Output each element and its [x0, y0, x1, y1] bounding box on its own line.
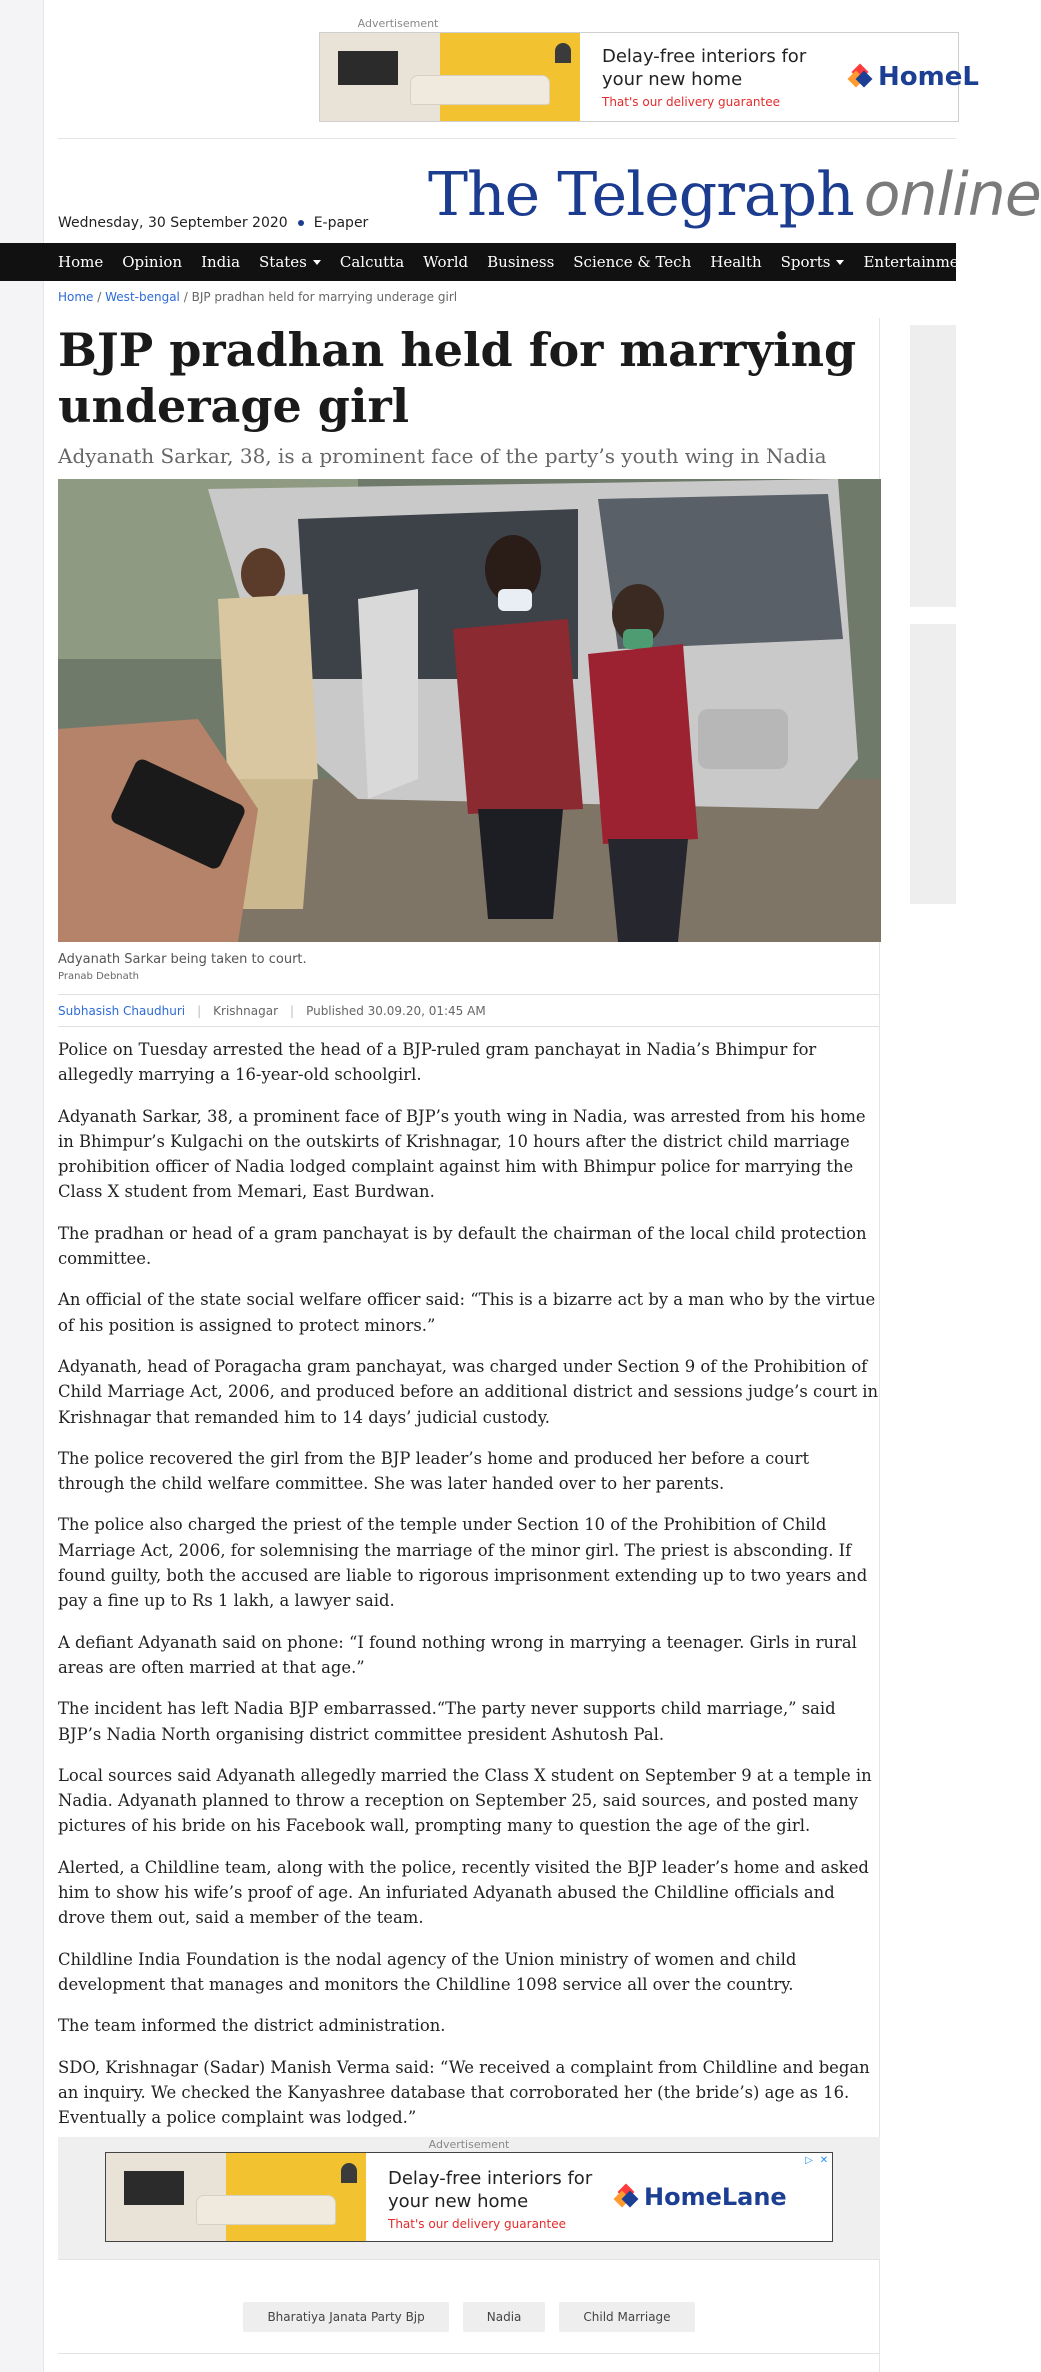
breadcrumb-home[interactable]: Home [58, 290, 94, 304]
close-icon[interactable]: ✕ [819, 2155, 829, 2166]
nav-item-label: India [201, 253, 241, 271]
nav-item-label: Business [487, 253, 555, 271]
article-paragraph: SDO, Krishnagar (Sadar) Manish Verma said: “We received a complaint from Childline and began an inquiry. We checked the Kanyashree database that corroborated her (the bride’s) age as 16. Eventually a police complaint was lodged.” [58, 2057, 870, 2128]
ad-brand [606, 2153, 787, 2241]
top-ad-banner[interactable] [319, 32, 979, 122]
article-body [58, 1037, 880, 2146]
ad-brand [840, 33, 979, 121]
article-paragraph: Local sources said Adyanath allegedly married the Class X student on September 9 at a temple in Nadia. Adyanath planned to throw a reception on September 25, said sources, and posted many pictures of his bride on his Facebook wall, prompting many to question the age of the girl. [58, 1765, 872, 1836]
ad-copy [366, 2153, 606, 2241]
breadcrumb [58, 290, 457, 304]
topic-tag[interactable]: Bharatiya Janata Party Bjp [243, 2302, 448, 2332]
topic-tag[interactable]: Nadia [463, 2302, 546, 2332]
article-paragraph: Adyanath Sarkar, 38, a prominent face of BJP’s youth wing in Nadia, was arrested from his home in Bhimpur’s Kulgachi on the outskirts of Krishnagar, 10 hours after the district child marriage prohibition officer of Nadia lodged complaint against him with Bhimpur police for marrying the Class X student from Memari, East Burdwan. [58, 1106, 866, 1202]
ad-line-2: your new home [602, 69, 743, 90]
sidebar-ad-slot [910, 325, 956, 607]
nav-item-science-tech[interactable] [573, 253, 691, 271]
ad-label: Advertisement [357, 17, 439, 30]
article-paragraph: The police also charged the priest of the temple under Section 10 of the Prohibition of Child Marriage Act, 2006, for solemnising the marriage of the minor girl. The priest is absconding. If found guilty, both the accused are liable to rigorous imprisonment extending up to two years and pay a fine up to Rs 1 lakh, a lawyer said. [58, 1515, 868, 1611]
nav-item-label: Cultu [993, 253, 1035, 271]
nav-item-label: Opinion [122, 253, 183, 271]
nav-item-india[interactable] [201, 253, 240, 271]
caret-down-icon [313, 260, 321, 265]
nav-item-label: Calcutta [339, 253, 405, 271]
main-nav [0, 243, 1035, 281]
article-paragraph: The police recovered the girl from the BJP leader’s home and produced her before a court through the child welfare committee. She was later handed over to her parents. [58, 1448, 810, 1494]
ad-label: Advertisement [428, 2138, 510, 2151]
logo-suffix: online [863, 160, 1041, 230]
byline-separator: | [290, 1004, 295, 1018]
logo-main: The Telegraph [428, 160, 854, 230]
nav-item-entertainment[interactable] [863, 253, 974, 271]
tag-list [58, 2302, 880, 2332]
nav-item-calcutta[interactable] [340, 253, 404, 271]
breadcrumb-current: BJP pradhan held for marrying underage girl [191, 290, 458, 304]
article-photo[interactable] [58, 479, 881, 942]
ad-line-3: That's our delivery guarantee [602, 95, 780, 109]
divider [58, 1026, 880, 1027]
dateline-location: Krishnagar [213, 1004, 279, 1018]
divider [58, 138, 956, 139]
nav-item-label: Science & Tech [573, 253, 692, 271]
article-paragraph: Alerted, a Childline team, along with the police, recently visited the BJP leader’s home and asked him to show his wife’s proof of age. An infuriated Adyanath abused the Childline officials and drove them out, said a member of the team. [58, 1857, 869, 1928]
article-subhead: Adyanath Sarkar, 38, is a prominent face of the party’s youth wing in Nadia [58, 444, 827, 468]
article-paragraph: Police on Tuesday arrested the head of a BJP-ruled gram panchayat in Nadia’s Bhimpur for allegedly marrying a 16-year-old schoolgirl. [58, 1040, 817, 1085]
nav-item-health[interactable] [710, 253, 761, 271]
nav-item-sports[interactable] [781, 253, 845, 271]
nav-item-opinion[interactable] [122, 253, 182, 271]
bullet-icon [298, 220, 304, 226]
author-link[interactable]: Subhasish Chaudhuri [58, 1004, 186, 1018]
ad-brand-name: HomeL [878, 62, 979, 92]
article-paragraph: An official of the state social welfare officer said: “This is a bizarre act by a man who by the virtue of his position is assigned to protect minors.” [58, 1290, 876, 1335]
adchoices-icon[interactable]: ▷ [805, 2155, 813, 2166]
divider [58, 2259, 880, 2260]
photo-caption: Adyanath Sarkar being taken to court. [58, 952, 307, 967]
byline [58, 1004, 486, 1018]
divider [58, 994, 880, 995]
bottom-ad-banner[interactable] [105, 2152, 833, 2242]
article-headline: BJP pradhan held for marrying underage girl [58, 323, 857, 433]
nav-item-cultu[interactable] [993, 253, 1035, 271]
nav-item-world[interactable] [423, 253, 468, 271]
article-paragraph: The incident has left Nadia BJP embarrassed.“The party never supports child marriage,” said BJP’s Nadia North organising district committee president Ashutosh Pal. [58, 1699, 836, 1744]
article-paragraph: Adyanath, head of Poragacha gram panchayat, was charged under Section 9 of the Prohibition of Child Marriage Act, 2006, and produced before an additional district and sessions judge’s court in Krishnagar that remanded him to 14 days’ judicial custody. [58, 1356, 879, 1427]
nav-item-label: Entertainment [863, 253, 975, 271]
breadcrumb-separator: / [183, 290, 188, 304]
article-paragraph: The team informed the district administration. [58, 2016, 446, 2036]
site-logo[interactable] [428, 160, 1041, 230]
ad-line-2: your new home [388, 2191, 529, 2212]
nav-item-label: Home [58, 253, 104, 271]
article-paragraph: The pradhan or head of a gram panchayat is by default the chairman of the local child protection committee. [58, 1223, 867, 1269]
ad-image [320, 33, 580, 121]
article-paragraph: Childline India Foundation is the nodal agency of the Union ministry of women and child development that manages and monitors the Childline 1098 service all over the country. [58, 1949, 797, 1994]
sidebar-ad-slot [910, 624, 956, 904]
ad-line-3: That's our delivery guarantee [388, 2217, 566, 2231]
homelane-logo-icon [850, 66, 870, 88]
dateline [58, 215, 368, 231]
ad-line-1: Delay-free interiors for [602, 46, 807, 67]
ad-brand-name: HomeLane [644, 2183, 787, 2211]
article-paragraph: A defiant Adyanath said on phone: “I found nothing wrong in marrying a teenager. Girls in rural areas are often married at that age.” [58, 1632, 857, 1677]
nav-item-home[interactable] [58, 253, 103, 271]
breadcrumb-separator: / [97, 290, 102, 304]
nav-item-label: World [423, 253, 469, 271]
nav-item-states[interactable] [259, 253, 321, 271]
nav-item-label: Sports [780, 253, 831, 271]
ad-copy [580, 33, 840, 121]
ad-line-1: Delay-free interiors for [388, 2168, 593, 2189]
epaper-link[interactable]: E-paper [313, 215, 369, 231]
photo-credit: Pranab Debnath [58, 971, 140, 982]
ad-image [106, 2153, 366, 2241]
nav-item-label: Health [710, 253, 762, 271]
byline-separator: | [197, 1004, 202, 1018]
homelane-logo-icon [616, 2186, 636, 2208]
caret-down-icon [836, 260, 844, 265]
topic-tag[interactable]: Child Marriage [559, 2302, 694, 2332]
divider [58, 2353, 880, 2354]
nav-item-label: States [259, 253, 307, 271]
photo-illustration [58, 479, 881, 942]
left-gutter [0, 0, 44, 2372]
adchoices[interactable] [803, 2155, 830, 2167]
current-date: Wednesday, 30 September 2020 [58, 215, 288, 231]
published-time: Published 30.09.20, 01:45 AM [306, 1004, 486, 1018]
breadcrumb-section[interactable]: West-bengal [105, 290, 180, 304]
nav-item-business[interactable] [487, 253, 554, 271]
